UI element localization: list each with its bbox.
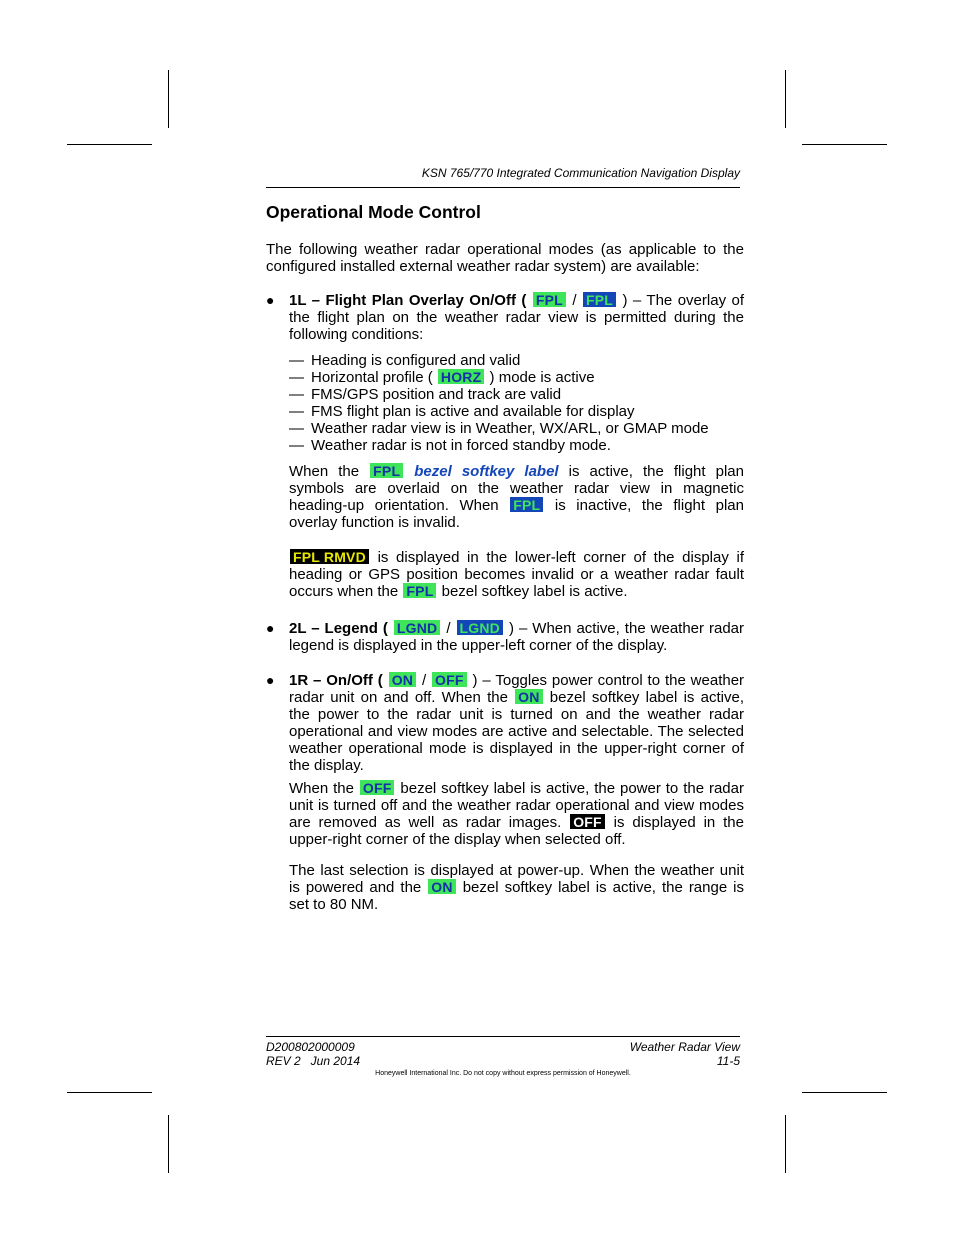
off-annunciator: OFF <box>570 814 605 829</box>
bullet-flight-plan-text <box>289 292 744 343</box>
emphasis-bezel-softkey-label: bezel softkey label <box>414 463 559 480</box>
softkey-on: ON <box>428 879 455 894</box>
bullet-legend <box>266 620 744 654</box>
fpl-active-paragraph: When the FPL bezel softkey label is active, the flight plan symbols are overlaid on the weather radar view in magnetic heading-up orientation. When FPL is inactive, the flight plan overlay function is invalid. <box>289 463 744 531</box>
condition-item: — Weather radar view is in Weather, WX/ARL, or GMAP mode <box>289 420 709 437</box>
softkey-fpl-inactive: FPL <box>510 497 543 512</box>
bullet-flight-plan-overlay <box>266 292 744 600</box>
section-name: Weather Radar View <box>629 1040 740 1054</box>
crop-mark-bottom-left-v <box>168 1115 169 1173</box>
running-header: KSN 765/770 Integrated Communication Navigation Display <box>421 166 740 180</box>
footer-rule <box>266 1036 740 1037</box>
section-title: Operational Mode Control <box>266 202 481 222</box>
crop-mark-bottom-right-h <box>802 1092 887 1093</box>
condition-item: — Horizontal profile ( HORZ ) mode is active <box>289 369 595 386</box>
crop-mark-top-left-v <box>168 70 169 128</box>
condition-item: — Weather radar is not in forced standby mode. <box>289 437 611 454</box>
fpl-rmvd-annunciator: FPL RMVD <box>290 549 369 564</box>
footer-right <box>540 1040 740 1068</box>
softkey-lgnd-inactive: LGND <box>457 620 503 635</box>
bullet-glyph: ● <box>266 292 275 308</box>
mode-label: 2L – Legend ( <box>289 620 388 637</box>
intro-paragraph: The following weather radar operational modes (as applicable to the configured installed external weather radar system) are available: <box>266 241 744 275</box>
mode-label: 1L – Flight Plan Overlay On/Off ( <box>289 292 527 309</box>
softkey-off: OFF <box>432 672 467 687</box>
condition-item: — Heading is configured and valid <box>289 352 521 369</box>
bullet-on-off <box>266 672 744 913</box>
fpl-rmvd-paragraph: FPL RMVD is displayed in the lower-left corner of the display if heading or GPS position becomes invalid or a weather radar fault occurs when the FPL bezel softkey label is active. <box>289 549 745 600</box>
separator: / <box>446 620 451 637</box>
bullet-glyph: ● <box>266 620 275 636</box>
page-number: 11-5 <box>716 1054 740 1068</box>
header-rule <box>266 187 740 188</box>
bullet-glyph: ● <box>266 672 275 688</box>
doc-number: D200802000009 <box>266 1040 355 1054</box>
condition-item: — FMS/GPS position and track are valid <box>289 386 562 403</box>
bullet-on-off-text: 1R – On/Off ( ON / OFF ) – Toggles power control to the weather radar unit on and off. When the ON bezel softkey label is active, the power to the radar unit is turned on and the weather radar operational and view modes are active and selectable. The selected weather operational mode is displayed in the upper-right corner of the display. <box>289 672 745 774</box>
softkey-fpl-active: FPL <box>533 292 566 307</box>
softkey-on: ON <box>389 672 416 687</box>
condition-item: — FMS flight plan is active and available for display <box>289 403 635 420</box>
softkey-horz: HORZ <box>438 369 484 384</box>
crop-mark-bottom-left-h <box>67 1092 152 1093</box>
crop-mark-top-right-h <box>802 144 887 145</box>
mode-label: 1R – On/Off ( <box>289 672 383 689</box>
separator: / <box>572 292 577 309</box>
softkey-on: ON <box>515 689 542 704</box>
description: ) – When active, the weather radar legend is displayed in the upper-left corner of the display. <box>289 620 745 654</box>
crop-mark-top-right-v <box>785 70 786 128</box>
softkey-lgnd-active: LGND <box>394 620 440 635</box>
description: ) – The overlay of the flight plan on the weather radar view is permitted during the following conditions: <box>289 292 745 343</box>
softkey-fpl-inactive: FPL <box>583 292 616 307</box>
off-paragraph: When the OFF bezel softkey label is active, the power to the radar unit is turned off and the weather radar operational and view modes are removed as well as radar images. OFF is displayed in the upper-right corner of the display when selected off. <box>289 780 744 848</box>
crop-mark-top-left-h <box>67 144 152 145</box>
softkey-fpl-active: FPL <box>403 583 436 598</box>
crop-mark-bottom-right-v <box>785 1115 786 1173</box>
revision: REV 2 Jun 2014 <box>266 1054 361 1068</box>
condition-list <box>266 352 744 454</box>
softkey-fpl-active: FPL <box>370 463 403 478</box>
power-up-paragraph: The last selection is displayed at power-up. When the weather unit is powered and the ON bezel softkey label is active, the range is set to 80 NM. <box>289 862 745 913</box>
softkey-off: OFF <box>360 780 395 795</box>
bullet-legend-text <box>289 620 744 654</box>
separator: / <box>421 672 427 689</box>
copyright-notice: Honeywell International Inc. Do not copy without express permission of Honeywell. <box>375 1070 631 1077</box>
footer-left <box>266 1040 360 1068</box>
